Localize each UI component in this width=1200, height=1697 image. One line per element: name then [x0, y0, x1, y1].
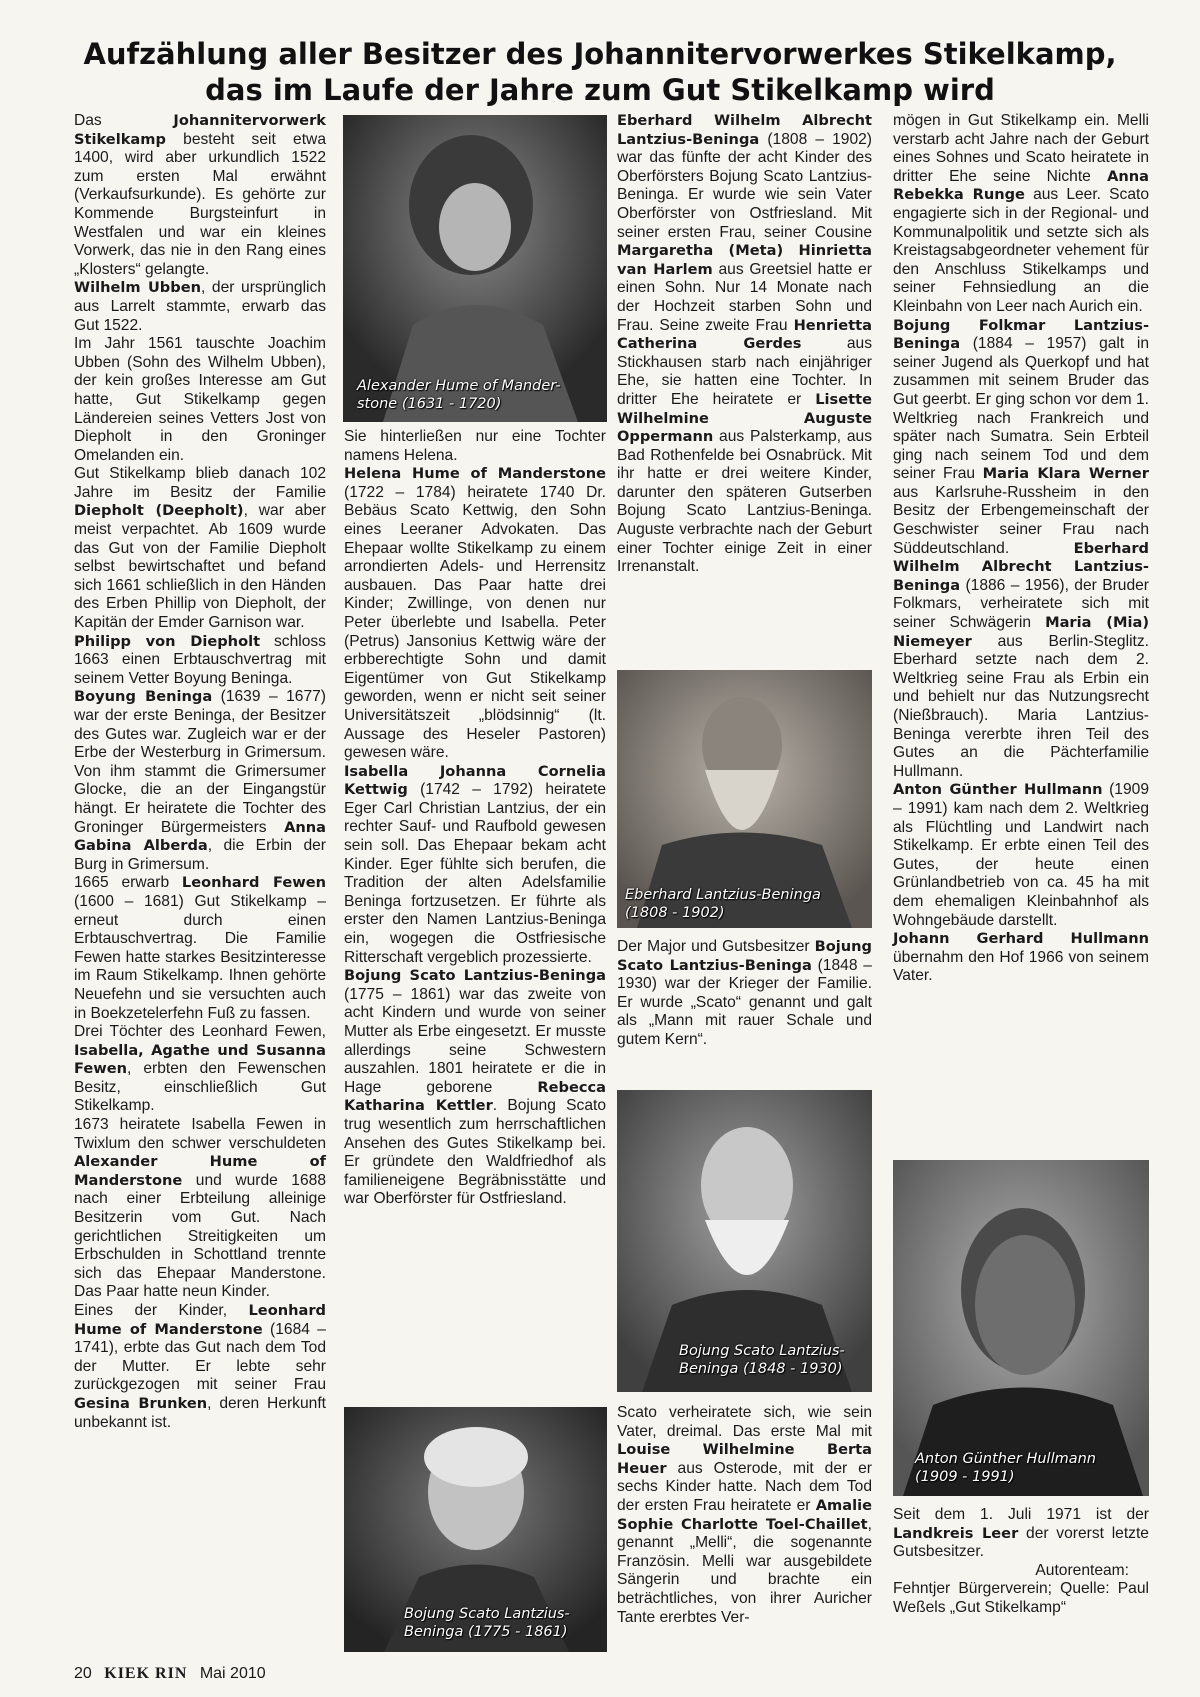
- portrait-anton: [893, 1160, 1149, 1496]
- paragraph: Bojung Scato Lantzius-Beninga (1775 – 1861) war das zweite von acht Kindern und wurde von seiner Mutter als Erbe eingesetzt. Er musste allerdings seine Schwestern auszahlen. 1801 heiratete er die in Hage geborene Rebecca Katharina Kettler. Bojung Scato trug wesentlich zum herrschaftlichen Ansehen des Gutes Stikelkamp bei. Er gründete den Waldfriedhof als familieneigene Begräbnisstätte und war Oberförster für Ostfriesland.: [344, 967, 606, 1208]
- portrait-bojung-1775: [344, 1407, 607, 1652]
- portrait-hume: [343, 115, 607, 422]
- magazine-name: KIEK RIN: [104, 1665, 188, 1682]
- paragraph: Scato verheiratete sich, wie sein Vater, dreimal. Das erste Mal mit Louise Wilhelmine Berta Heuer aus Osterode, mit der er sechs Kinder hatte. Nach dem Tod der ersten Frau heiratete er Amalie Sophie Charlotte Toel-Chaillet, genannt „Melli“, die sogenannte Französin. Melli war ausgebildete Sängerin und brachte ein beträchtliches, von ihrer Auricher Tante ererbtes Ver-: [617, 1404, 872, 1626]
- column-3-middle: [617, 938, 872, 1050]
- column-4: [893, 112, 1149, 986]
- paragraph: Anton Günther Hullmann (1909 – 1991) kam nach dem 2. Weltkrieg als Flüchtling und Landwirt nach Stikelkamp. Er erbte einen Teil des Gutes, der heute einen Grünlandbetrieb von ca. 45 ha mit dem ehemaligen Kleinbahnhof als Wohngebäude darstellt.: [893, 781, 1149, 929]
- column-3-bottom: [617, 1404, 872, 1627]
- paragraph: Drei Töchter des Leonhard Fewen, Isabella, Agathe und Susanna Fewen, erbten den Fewenschen Besitz, einschließlich Gut Stikelkamp.: [74, 1023, 326, 1115]
- page-footer: [74, 1665, 266, 1683]
- paragraph: Im Jahr 1561 tauschte Joachim Ubben (Sohn des Wilhelm Ubben), der kein großes Interesse am Gut hatte, Gut Stikelkamp gegen Ländereien seines Vetters Jost von Diepholt in den Groninger Omelanden ein.: [74, 335, 326, 464]
- photo-caption: Eberhard Lantzius-Beninga (1808 - 1902): [625, 887, 821, 921]
- paragraph: Johann Gerhard Hullmann übernahm den Hof 1966 von seinem Vater.: [893, 930, 1149, 985]
- paragraph: 1665 erwarb Leonhard Fewen (1600 – 1681) Gut Stikelkamp – erneut durch einen Erbtauschvertrag. Die Familie Fewen hatte starkes Besitzinteresse im Raum Stikelkamp. Ihnen gehörte Neuefehn und sie versuchten auch in Boekzetelerfehn Fuß zu fassen.: [74, 874, 326, 1022]
- paragraph: Sie hinterließen nur eine Tochter namens Helena.: [344, 428, 606, 464]
- column-3: [617, 112, 872, 577]
- paragraph: Das Johannitervorwerk Stikelkamp besteht seit etwa 1400, wird aber urkundlich 1522 zum ersten Mal erwähnt (Verkaufsurkunde). Es gehörte zur Kommende Burgsteinfurt in Westfalen und war ein kleines Vorwerk, das nie in den Rang eines „Klosters“ gelangte.: [74, 112, 326, 278]
- credit-source: Fehntjer Bürgerverein; Quelle: Paul Weßels „Gut Stikelkamp“: [893, 1580, 1149, 1616]
- portrait-photo-icon: [343, 115, 607, 422]
- column-4-bottom: [893, 1506, 1149, 1618]
- paragraph: Philipp von Diepholt schloss 1663 einen Erbtauschvertrag mit seinem Vetter Boyung Beninga.: [74, 632, 326, 687]
- page-number: 20: [74, 1665, 92, 1682]
- paragraph: Gut Stikelkamp blieb danach 102 Jahre im Besitz der Familie Diepholt (Deepholt), war aber meist verpachtet. Ab 1609 wurde das Gut von der Familie Diepholt selbst bewirtschaftet und befand sich 1661 schließlich in den Händen des Erben Phillip von Diepholt, der Kapitän der Emder Garnison war.: [74, 465, 326, 632]
- paragraph: Seit dem 1. Juli 1971 ist der Landkreis Leer der vorerst letzte Gutsbesitzer.: [893, 1506, 1149, 1561]
- paragraph: Isabella Johanna Cornelia Kettwig (1742 – 1792) heiratete Eger Carl Christian Lantzius, der ein rechter Sauf- und Raufbold gewesen sein soll. Das Ehepaar bekam acht Kinder. Eger fühlte sich berufen, die Tradition der alten Adelsfamilie Beninga fortzusetzen. Er führte als erster den Namen Lantzius-Beninga ein, wogegen die Ostfriesische Ritterschaft vergeblich prozessierte.: [344, 762, 606, 966]
- paragraph: Eines der Kinder, Leonhard Hume of Manderstone (1684 – 1741), erbte das Gut nach dem Tod der Mutter. Er lebte sehr zurückgezogen mit seiner Frau Gesina Brunken, deren Herkunft unbekannt ist.: [74, 1302, 326, 1431]
- column-2: [344, 428, 606, 1209]
- photo-caption: Anton Günther Hullmann (1909 - 1991): [915, 1451, 1096, 1485]
- portrait-photo-icon: [893, 1160, 1149, 1496]
- title-line-1: Aufzählung aller Besitzer des Johannitervorwerkes Stikelkamp,: [83, 37, 1117, 71]
- issue-date: Mai 2010: [199, 1665, 266, 1682]
- column-1: [74, 112, 326, 1432]
- photo-caption: Bojung Scato Lantzius- Beninga (1848 - 1930): [679, 1343, 845, 1377]
- page-title: [0, 36, 1200, 108]
- paragraph: Boyung Beninga (1639 – 1677) war der erste Beninga, der Besitzer des Gutes war. Zugleich war er der Erbe der Westerburg in Grimersum. Von ihm stammt die Grimersumer Glocke, die an der Eingangstür hängt. Er heiratete die Tochter des Groninger Bürgermeisters Anna Gabina Alberda, die Erbin der Burg in Grimersum.: [74, 688, 326, 873]
- paragraph: Eberhard Wilhelm Albrecht Lantzius-Beninga (1808 – 1902) war das fünfte der acht Kinder des Oberförsters Bojung Scato Lantzius-Beninga. Er wurde wie sein Vater Oberförster von Ostfriesland. Mit seiner ersten Frau, seiner Cousine Margaretha (Meta) Hinrietta van Harlem aus Greetsiel hatte er einen Sohn. Nur 14 Monate nach der Hochzeit starben Sohn und Frau. Seine zweite Frau Henrietta Catherina Gerdes aus Stickhausen starb nach einjähriger Ehe, sie hatten eine Tochter. In dritter Ehe heiratete er Lisette Wilhelmine Auguste Oppermann aus Palsterkamp, aus Bad Rothenfelde bei Osnabrück. Mit ihr hatte er drei weitere Kinder, darunter den späteren Gutserben Bojung Scato Lantzius-Beninga. Auguste verbrachte nach der Geburt einer Tochter einige Zeit in einer Irrenanstalt.: [617, 112, 872, 576]
- paragraph: Bojung Folkmar Lantzius-Beninga (1884 – 1957) galt in seiner Jugend als Querkopf und hat zusammen mit seinem Bruder das Gut geerbt. Er ging schon vor dem 1. Weltkrieg nach Frankreich und später nach Sumatra. Sein Erbteil ging nach seinem Tod und dem seiner Frau Maria Klara Werner aus Karlsruhe-Russheim in den Besitz der Erbengemeinschaft der Geschwister seiner Frau nach Süddeutschland. Eberhard Wilhelm Albrecht Lantzius-Beninga (1886 – 1956), der Bruder Folkmars, verheiratete sich mit seiner Schwägerin Maria (Mia) Niemeyer aus Berlin-Steglitz. Eberhard setzte nach dem 2. Weltkrieg seine Frau als Erbin ein und behielt nur das Nutzungsrecht (Nießbrauch). Maria Lantzius-Beninga vererbte ihren Teil des Gutes an die Pächterfamilie Hullmann.: [893, 316, 1149, 780]
- paragraph: mögen in Gut Stikelkamp ein. Melli verstarb acht Jahre nach der Geburt eines Sohnes und Scato heiratete in dritter Ehe seine Nichte Anna Rebekka Runge aus Leer. Scato engagierte sich in der Regional- und Kommunalpolitik und setzte sich als Kreistagsabgeordneter vehement für den Anschluss Stikelkamps und seiner Fehnsiedlung an die Kleinbahn von Leer nach Aurich ein.: [893, 112, 1149, 315]
- credit-label: Autorenteam:: [1035, 1561, 1129, 1579]
- paragraph: Helena Hume of Manderstone (1722 – 1784) heiratete 1740 Dr. Bebäus Scato Kettwig, den Sohn eines Leeraner Advokaten. Das Ehepaar wollte Stikelkamp zu einem arrondierten Adels- und Herrensitz ausbauen. Das Paar hatte drei Kinder; Zwillinge, von denen nur Peter überlebte und Isabella. Peter (Petrus) Jansonius Kettwig wäre der erbberechtigte Sohn und damit Eigentümer von Gut Stikelkamp geworden, wenn er nicht seit seiner Universitätszeit „blödsinnig“ (lt. Aussage des Heseler Pastoren) gewesen wäre.: [344, 465, 606, 762]
- paragraph: Wilhelm Ubben, der ursprünglich aus Larrelt stammte, erwarb das Gut 1522.: [74, 279, 326, 334]
- paragraph: Der Major und Gutsbesitzer Bojung Scato Lantzius-Beninga (1848 – 1930) war der Krieger der Familie. Er wurde „Scato“ genannt und galt als „Mann mit rauer Schale und gutem Kern“.: [617, 938, 872, 1048]
- photo-caption: Alexander Hume of Mander- stone (1631 - 1720): [357, 378, 561, 412]
- paragraph: 1673 heiratete Isabella Fewen in Twixlum den schwer verschuldeten Alexander Hume of Manderstone und wurde 1688 nach einer Erbteilung alleinige Besitzerin vom Gut. Nach gerichtlichen Streitigkeiten um Erbschulden in Schottland trennte sich das Ehepaar Manderstone. Das Paar hatte neun Kinder.: [74, 1116, 326, 1301]
- photo-caption: Bojung Scato Lantzius- Beninga (1775 - 1861): [404, 1606, 570, 1640]
- portrait-eberhard: [617, 670, 872, 928]
- portrait-bojung-1848: [617, 1090, 872, 1392]
- title-line-2: das im Laufe der Jahre zum Gut Stikelkamp wird: [205, 73, 995, 107]
